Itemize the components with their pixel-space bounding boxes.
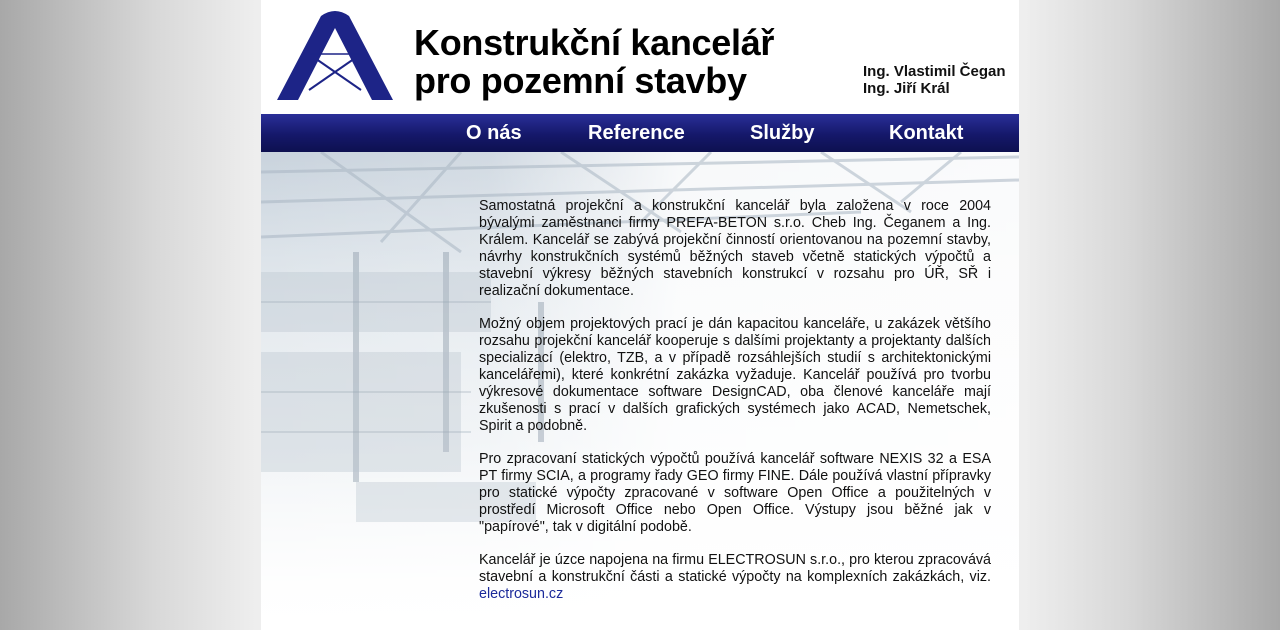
paragraph-2: Možný objem projektových prací je dán kapacitou kanceláře, u zakázek většího rozsahu projekční kancelář kooperuje s dalšími projektanty a projektanty dalších specializací (elektro, TZB, a v případě rozsáhlejších studií s architektonickými kancelářemi), které konkrétní zakázka vyžaduje. Kancelář používá pro tvorbu výkresové dokumentace software DesignCAD, oba členové kanceláře mají zkušenosti s prací v dalších grafických systémech jako ACAD, Nemetschek, Spirit a podobně. xyxy=(479,316,991,434)
page xyxy=(261,0,1019,630)
paragraph-4 xyxy=(479,552,991,603)
nav-item-kontakt[interactable]: Kontakt xyxy=(889,122,964,144)
about-text xyxy=(479,198,991,619)
title-line-1: Konstrukční kancelář xyxy=(414,22,775,63)
paragraph-1: Samostatná projekční a konstrukční kancelář byla založena v roce 2004 bývalými zaměstnanci firmy PREFA-BETON s.r.o. Cheb Ing. Čeganem a Ing. Králem. Kancelář se zabývá projekční činností orientovanou na pozemní stavby, návrhy konstrukčních systémů běžných staveb včetně statických výpočtů a stavební výkresy běžných stavebních konstrukcí v rozsahu pro ÚŘ, SŘ i realizační dokumentace. xyxy=(479,198,991,299)
content-area xyxy=(261,152,1019,630)
nav-item-reference[interactable]: Reference xyxy=(588,122,685,144)
header xyxy=(261,0,1019,114)
site-title xyxy=(414,24,774,100)
title-line-2: pro pozemní stavby xyxy=(414,60,747,101)
nav-item-sluzby[interactable]: Služby xyxy=(750,122,815,144)
owner-name-2: Ing. Jiří Král xyxy=(863,80,950,97)
a-truss-logo-icon xyxy=(275,10,395,102)
paragraph-4-text: Kancelář je úzce napojena na firmu ELECTROSUN s.r.o., pro kterou zpracovává stavební a konstrukční části a statické výpočty na komplexních zakázkách, viz. xyxy=(479,552,991,585)
owner-name-1: Ing. Vlastimil Čegan xyxy=(863,63,1006,80)
electrosun-link[interactable]: electrosun.cz xyxy=(479,586,564,602)
main-nav xyxy=(261,114,1019,152)
paragraph-3: Pro zpracovaní statických výpočtů používá kancelář software NEXIS 32 a ESA PT firmy SCIA, a programy řady GEO firmy FINE. Dále používá vlastní přípravky pro statické výpočty zpracované v software Open Office a použitelných v prostředí Microsoft Office nebo Open Office. Výstupy jsou běžné jak v "papírové", tak v digitální podobě. xyxy=(479,451,991,535)
owner-names xyxy=(863,63,1006,97)
nav-item-o-nas[interactable]: O nás xyxy=(466,122,522,144)
